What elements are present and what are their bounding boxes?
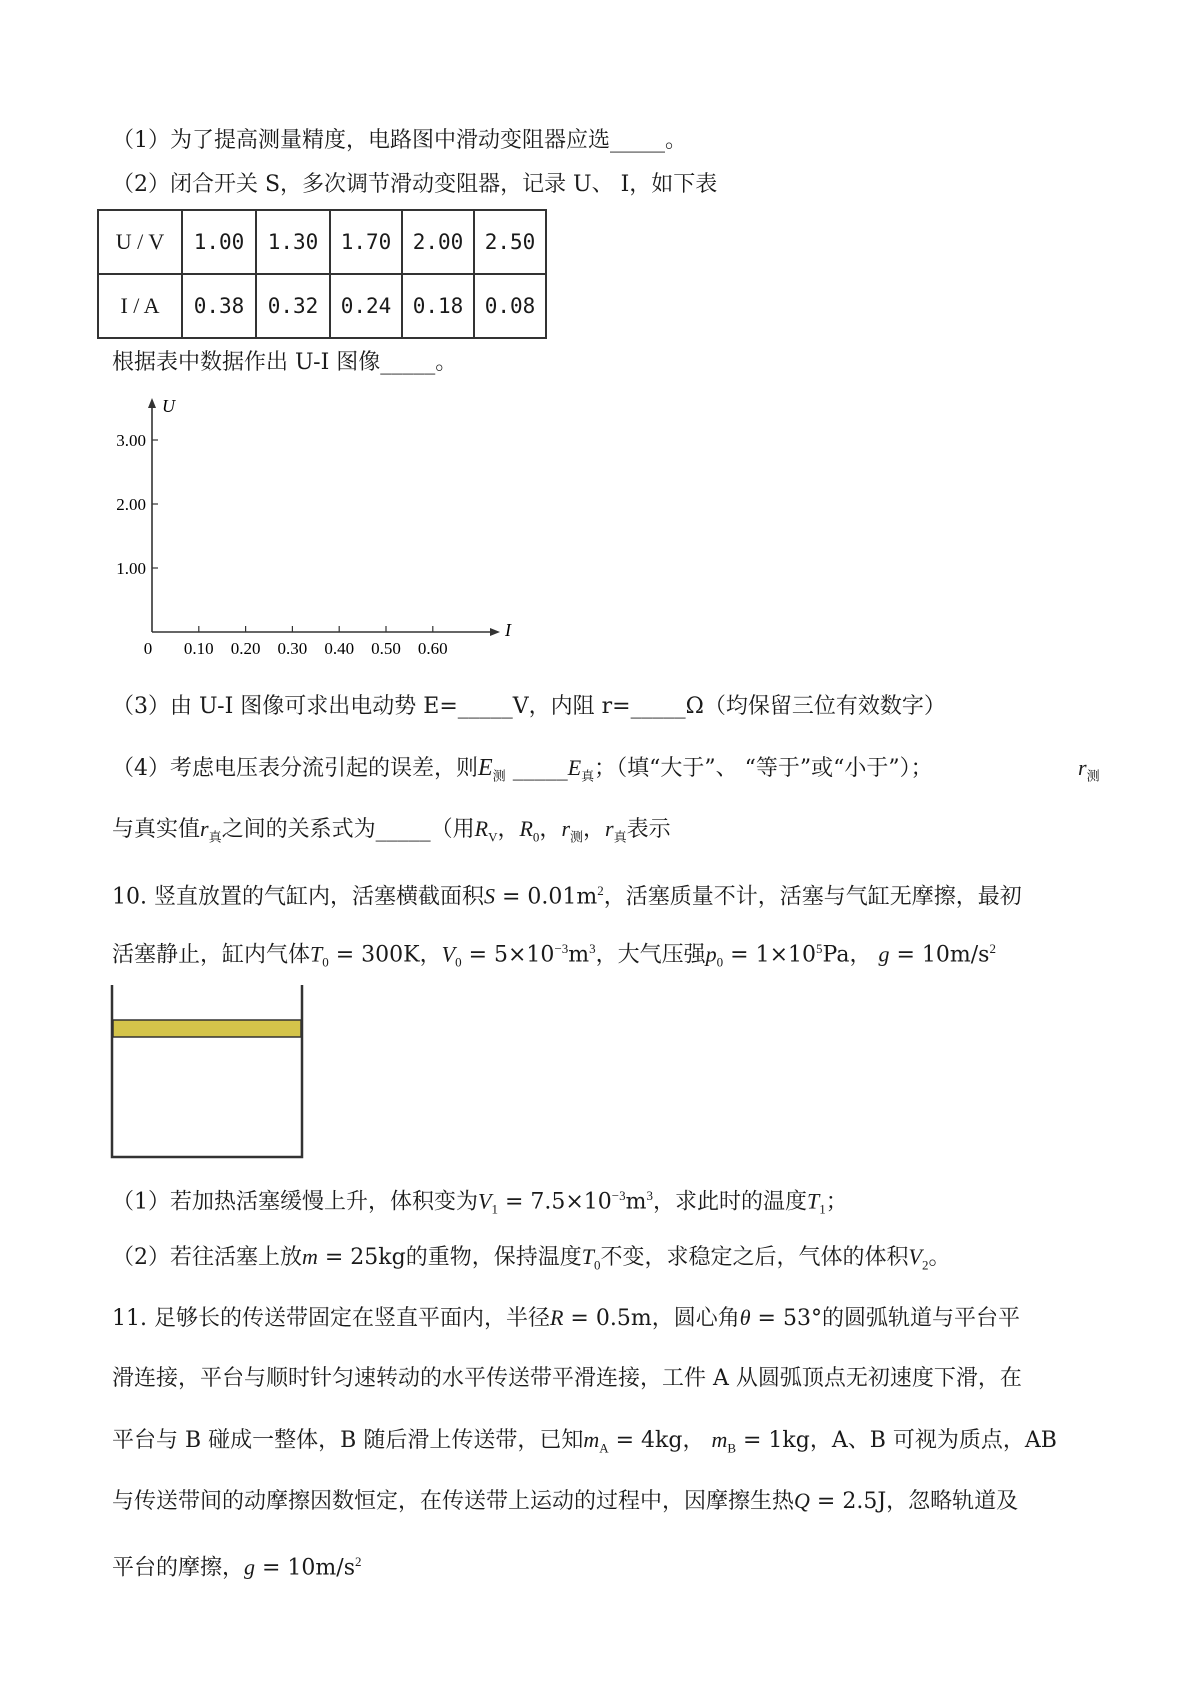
table-cell: 0.24 xyxy=(330,274,402,338)
answer-blank: _____ xyxy=(512,756,568,781)
q11-text: 11. 足够长的传送带固定在竖直平面内，半径 xyxy=(112,1306,550,1331)
q11-text: 与传送带间的动摩擦因数恒定，在传送带上运动的过程中，因摩擦生热 xyxy=(112,1489,795,1514)
q11-text: ，忽略轨道及 xyxy=(886,1489,1019,1514)
q10-text: 10. 竖直放置的气缸内，活塞横截面积 xyxy=(112,884,484,910)
x-tick-label: 0.50 xyxy=(371,639,401,658)
table-cell: 0.08 xyxy=(474,274,546,338)
table-header-i: I / A xyxy=(98,274,182,338)
q9-part4-line1: （4）考虑电压表分流引起的误差，则$E_测$ $\_\_\_\_\_E_真$；（填“大于”、 “等于”或“小于”）； $r_测$ xyxy=(112,755,1100,784)
y-axis-label: U xyxy=(162,396,175,416)
q11-line3: 平台与 B 碰成一整体，B 随后滑上传送带，已知$m_A = 4kg$， $m_B = 1kg$，A、B 可视为质点，AB xyxy=(112,1427,1057,1456)
table-row xyxy=(98,210,546,274)
x-tick-label: 0.30 xyxy=(277,639,308,658)
q11-text: ，A、B 可视为质点，AB xyxy=(809,1428,1057,1453)
table-cell: 0.32 xyxy=(256,274,330,338)
q11-text: ，圆心角 xyxy=(651,1306,740,1331)
q9-part1: （1）为了提高测量精度，电路图中滑动变阻器应选_____。 xyxy=(112,128,687,153)
table-cell: 2.50 xyxy=(474,210,546,274)
q10-text: 活塞静止，缸内气体 xyxy=(112,942,311,968)
q10-sub2: （2）若往活塞上放m = 25kg的重物，保持温度$T_0$不变，求稳定之后，气体的体积$V_2$。 xyxy=(112,1244,951,1273)
q11-line4: 与传送带间的动摩擦因数恒定，在传送带上运动的过程中，因摩擦生热Q = 2.5J，忽略轨道及 xyxy=(112,1488,1019,1514)
q10-text: ，大气压强 xyxy=(595,942,706,968)
piston xyxy=(113,1020,301,1037)
q11-line5: 平台的摩擦，$g = 10m/s^2$ xyxy=(112,1554,362,1581)
ui-data-table xyxy=(97,209,547,339)
q10-text: ，求此时的温度 xyxy=(653,1189,808,1215)
cylinder-outline xyxy=(112,985,302,1157)
q10-line1: 10. 竖直放置的气缸内，活塞横截面积$S = 0.01m^2$，活塞质量不计，活塞与气缸无摩擦，最初 xyxy=(112,883,1022,910)
y-axis-arrow xyxy=(148,398,156,408)
cylinder-figure xyxy=(108,985,308,1165)
x-tick-label: 0.60 xyxy=(417,639,448,658)
q10-sub1: （1）若加热活塞缓慢上升，体积变为$V_1 = 7.5\times 10^{-3}m^3$，求此时的温度$T_1$； xyxy=(112,1188,848,1217)
q9-part4-text: 之间的关系式为_____（用 xyxy=(221,817,475,842)
q10-text: 不变，求稳定之后，气体的体积 xyxy=(600,1245,909,1270)
table-cell: 1.00 xyxy=(182,210,256,274)
x-tick-label: 0.20 xyxy=(230,639,261,658)
q9-part4-options: ；（填“大于”、 “等于”或“小于”）； xyxy=(594,756,933,781)
q11-line1: 11. 足够长的传送带固定在竖直平面内，半径R = 0.5m，圆心角θ = 53°的圆弧轨道与平台平 xyxy=(112,1305,1020,1331)
table-cell: 0.18 xyxy=(402,274,474,338)
q9-part4-text: 与真实值 xyxy=(112,817,201,842)
q9-part3: （3）由 U-I 图像可求出电动势 E=_____V，内阻 r=_____Ω（均保留三位有效数字） xyxy=(112,694,946,719)
x-tick-label: 0.40 xyxy=(324,639,355,658)
table-cell: 1.30 xyxy=(256,210,330,274)
x-axis-arrow xyxy=(490,628,500,636)
q10-text: （2）若往活塞上放 xyxy=(112,1245,302,1270)
x-tick-label: 0.10 xyxy=(183,639,214,658)
table-header-u: U / V xyxy=(98,210,182,274)
q11-text: 平台的摩擦， xyxy=(112,1555,245,1581)
q11-text: 的圆弧轨道与平台平 xyxy=(821,1306,1020,1331)
q9-part4-text: 表示 xyxy=(626,817,671,842)
table-row xyxy=(98,274,546,338)
x-axis-label: I xyxy=(505,620,511,640)
q9-part4-line2: 与真实值$r_真$之间的关系式为_____（用$R_V$，$R_0$，$r_测$，$r_真$表示 xyxy=(112,816,671,845)
q10-text: ，活塞质量不计，活塞与气缸无摩擦，最初 xyxy=(603,884,1022,910)
q10-line2: 活塞静止，缸内气体$T_0 = 300K$，$V_0 = 5\times 10^{-3}m^3$，大气压强$p_0 = 1\times 10^5Pa$， $g = 10m/s^2$ xyxy=(112,941,996,970)
q9-part4-text: （4）考虑电压表分流引起的误差，则 xyxy=(112,756,478,781)
table-cell: 0.38 xyxy=(182,274,256,338)
q9-plot-instruction: 根据表中数据作出 U-I 图像_____。 xyxy=(112,350,458,375)
y-tick-label: 1.00 xyxy=(116,559,146,578)
q11-line2: 滑连接，平台与顺时针匀速转动的水平传送带平滑连接，工件 A 从圆弧顶点无初速度下滑，在 xyxy=(112,1366,1022,1391)
q11-text: 平台与 B 碰成一整体，B 随后滑上传送带，已知 xyxy=(112,1428,584,1453)
y-tick-label: 3.00 xyxy=(116,431,146,450)
q10-text: 的重物，保持温度 xyxy=(405,1245,582,1270)
table-cell: 2.00 xyxy=(402,210,474,274)
q9-part2: （2）闭合开关 S，多次调节滑动变阻器，记录 U、 I，如下表 xyxy=(112,172,718,197)
q10-text: （1）若加热活塞缓慢上升，体积变为 xyxy=(112,1189,478,1215)
y-tick-label: 2.00 xyxy=(116,495,146,514)
table-cell: 1.70 xyxy=(330,210,402,274)
x-tick-label: 0 xyxy=(143,639,153,658)
ui-chart xyxy=(110,392,510,672)
